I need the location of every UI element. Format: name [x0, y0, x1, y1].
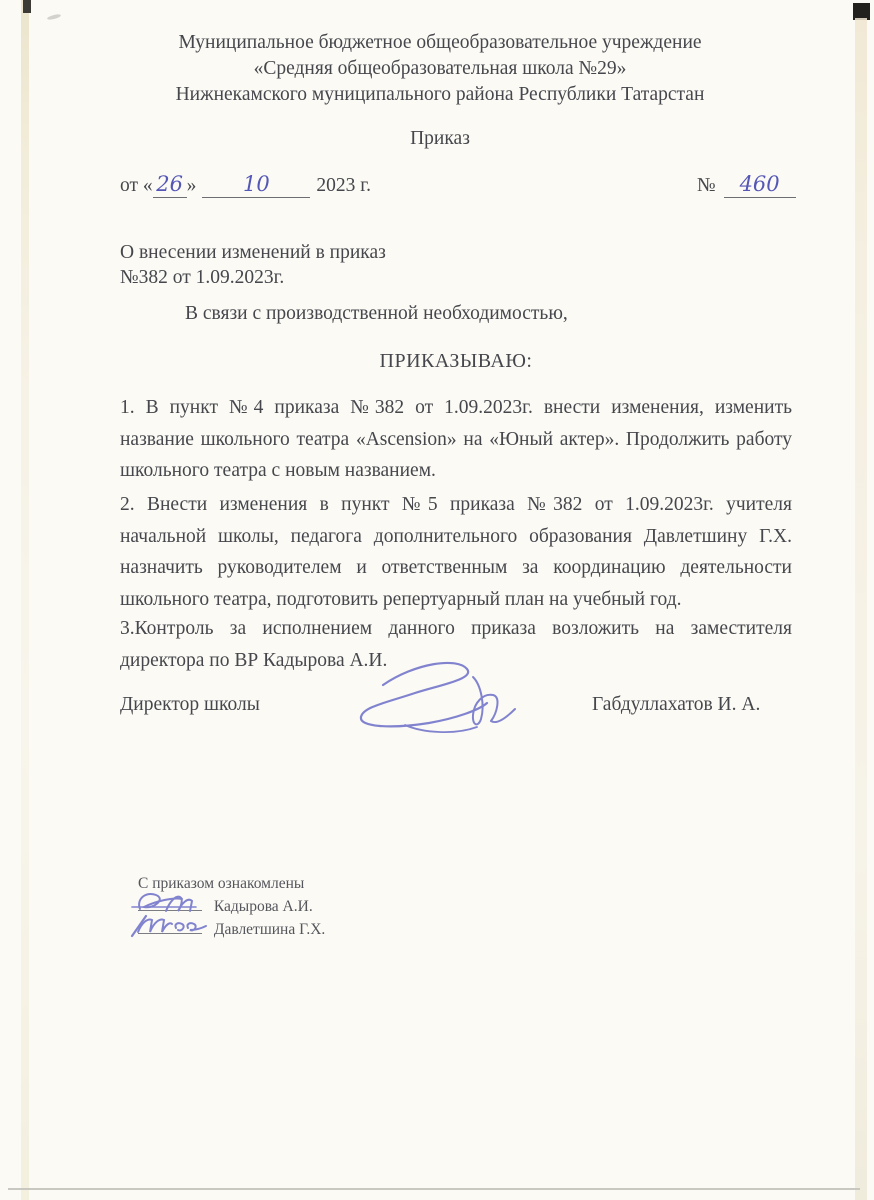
davletshina-signature [126, 910, 218, 940]
order-number-field [697, 172, 796, 198]
signature-line-2 [138, 918, 202, 934]
preamble-text: В связи с производственной необходимостью, [185, 303, 568, 324]
scan-left-edge-strip [21, 0, 29, 1200]
acknowledged-person-2: Давлетшина Г.Х. [213, 921, 326, 938]
order-item-1: 1. В пункт №4 приказа №382 от 1.09.2023г. внести изменения, изменить название школьного театра «Ascension» на «Юный актер». Продолжить работу школьного театра с новым названием. [120, 397, 792, 481]
scan-right-edge-strip [855, 18, 867, 1200]
director-signature [345, 655, 545, 740]
date-close-quote: » [186, 175, 197, 196]
acknowledgment-block [138, 872, 325, 941]
scan-bottom-line [8, 1188, 860, 1190]
handwritten-month: 10 [243, 172, 270, 196]
handwritten-order-number: 460 [739, 172, 780, 196]
date-field [120, 172, 371, 198]
acknowledged-person-1: Кадырова А.И. [213, 898, 313, 915]
subject-line2: №382 от 1.09.2023г. [120, 267, 285, 288]
acknowledgment-row-2 [138, 918, 325, 941]
subject-block [120, 240, 792, 290]
organization-name-line2: «Средняя общеобразовательная школа №29» [253, 58, 627, 79]
signer-name: Габдуллахатов И. А. [592, 694, 761, 715]
order-item-3: 3.Контроль за исполнением данного приказа возложить на заместителя директора по ВР Кадырова А.И. [120, 618, 792, 671]
date-year: 2023 г. [316, 175, 371, 196]
organization-name-line3: Нижнекамского муниципального района Республики Татарстан [175, 84, 705, 105]
number-label: № [697, 175, 716, 196]
order-keyword: ПРИКАЗЫВАЮ: [379, 350, 533, 372]
organization-name-line1: Муниципальное бюджетное общеобразовательное учреждение [178, 32, 702, 53]
signer-position: Директор школы [120, 694, 260, 715]
date-prefix: от « [120, 175, 153, 196]
acknowledgment-title: С приказом ознакомлены [138, 875, 305, 892]
subject-line1: О внесении изменений в приказ [120, 242, 386, 263]
handwritten-day: 26 [156, 172, 183, 196]
document-type-title: Приказ [410, 128, 470, 149]
signature-line-1 [138, 895, 202, 911]
scan-smudge-mark [47, 13, 62, 20]
scan-left-edge-mark [23, 0, 31, 13]
letterhead [90, 30, 790, 108]
order-item-2: 2. Внести изменения в пункт №5 приказа №382 от 1.09.2023г. учителя начальной школы, педагога дополнительного образования Давлетшину Г.Х. назначить руководителем и ответственным за координацию деятельности школьного театра, подготовить репертуарный план на учебный год. [120, 494, 792, 610]
